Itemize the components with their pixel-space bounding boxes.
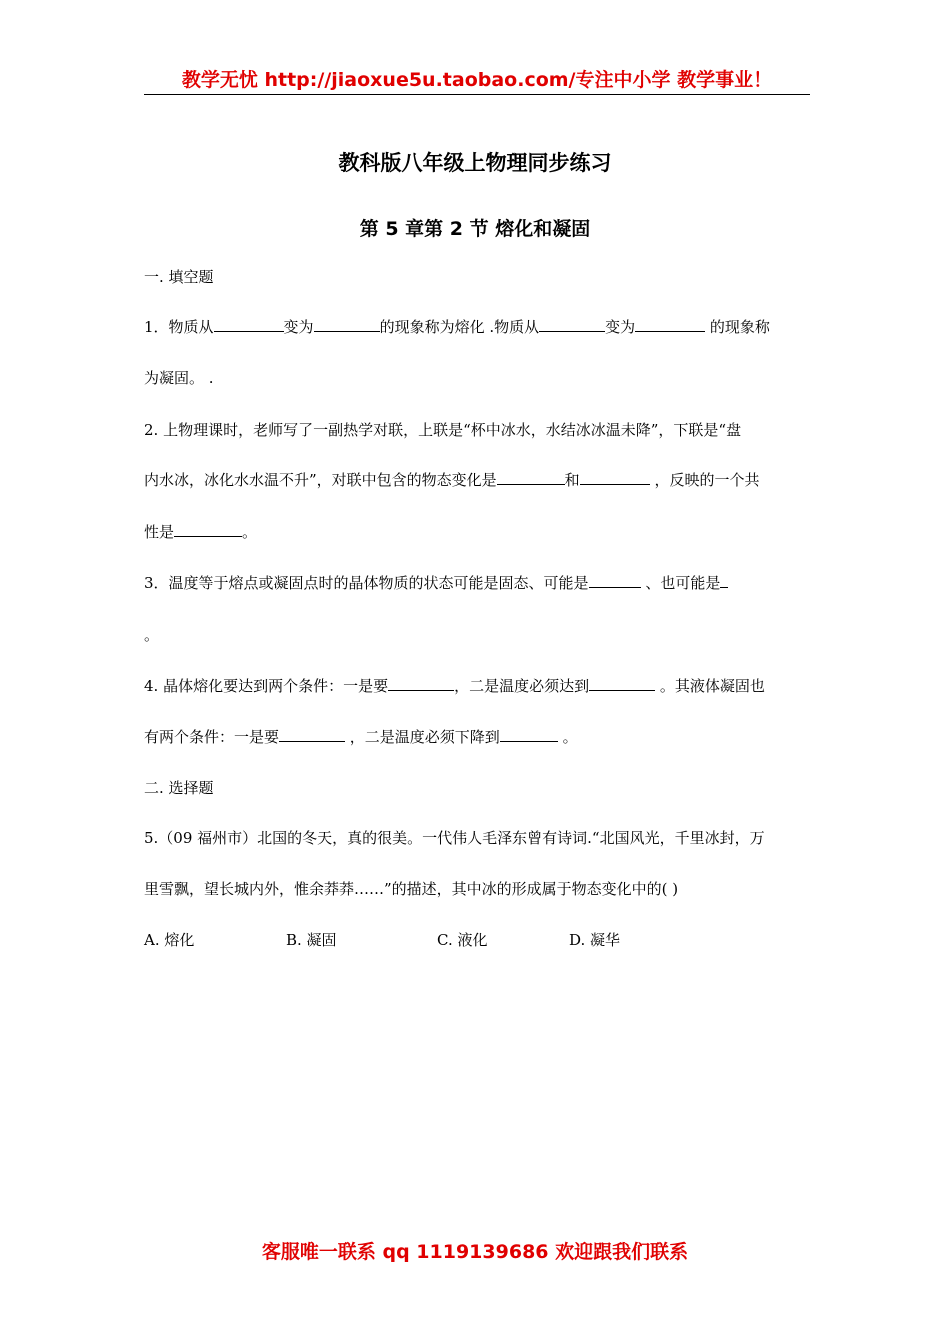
- answer-blank: [589, 573, 641, 588]
- question-5-line-1: 5.（09 福州市）北国的冬天，真的很美。一代伟人毛泽东曾有诗词.“北国风光，千里冰封，万: [144, 829, 765, 847]
- option-d: D. 凝华: [569, 931, 621, 949]
- question-2-line-2: 内水冰，冰化水水温不升”，对联中包含的物态变化是 和 ，反映的一个共: [144, 471, 760, 489]
- option-c: C. 液化: [437, 931, 488, 949]
- answer-blank: [214, 317, 284, 332]
- page-header: 教学无忧 http://jiaoxue5u.taobao.com/专注中小学 教学事业！: [144, 66, 810, 95]
- answer-blank: [279, 727, 345, 742]
- question-4-line-1: 4. 晶体熔化要达到两个条件：一是要 ，二是温度必须达到 。其液体凝固也: [144, 677, 765, 695]
- section-heading-multiple-choice: 二. 选择题: [144, 779, 214, 797]
- question-2-line-3: 性是 。: [144, 523, 258, 541]
- answer-blank: [314, 317, 380, 332]
- answer-blank: [497, 470, 565, 485]
- answer-blank: [388, 676, 454, 691]
- page-footer: 客服唯一联系 qq 1119139686 欢迎跟我们联系: [261, 1241, 689, 1263]
- question-2-line-1: 2. 上物理课时，老师写了一副热学对联，上联是“杯中冰水，水结冰冰温未降”，下联是“盘: [144, 421, 742, 439]
- answer-blank: [635, 317, 705, 332]
- section-title: 第 5 章第 2 节 熔化和凝固: [359, 218, 591, 240]
- section-heading-fill-blank: 一. 填空题: [144, 268, 214, 286]
- answer-blank: [539, 317, 605, 332]
- page-title: 教科版八年级上物理同步练习: [338, 151, 612, 175]
- option-b: B. 凝固: [286, 931, 337, 949]
- question-3-line-2: 。: [144, 626, 160, 644]
- question-1-line-1: 1．物质从 变为 的现象称为熔化 .物质从 变为 的现象称: [144, 318, 770, 336]
- option-a: A. 熔化: [144, 931, 195, 949]
- answer-blank: [174, 522, 242, 537]
- question-3-line-1: 3．温度等于熔点或凝固点时的晶体物质的状态可能是固态、可能是 、也可能是: [144, 572, 810, 593]
- question-5-line-2: 里雪飘，望长城内外，惟余莽莽……”的描述，其中冰的形成属于物态变化中的( ): [144, 880, 679, 898]
- question-1-line-2: 为凝固。 .: [144, 369, 214, 387]
- answer-blank: [589, 676, 655, 691]
- answer-blank: [720, 573, 728, 588]
- question-4-line-2: 有两个条件：一是要 ，二是温度必须下降到 。: [144, 728, 578, 746]
- answer-blank: [500, 727, 558, 742]
- answer-blank: [580, 470, 650, 485]
